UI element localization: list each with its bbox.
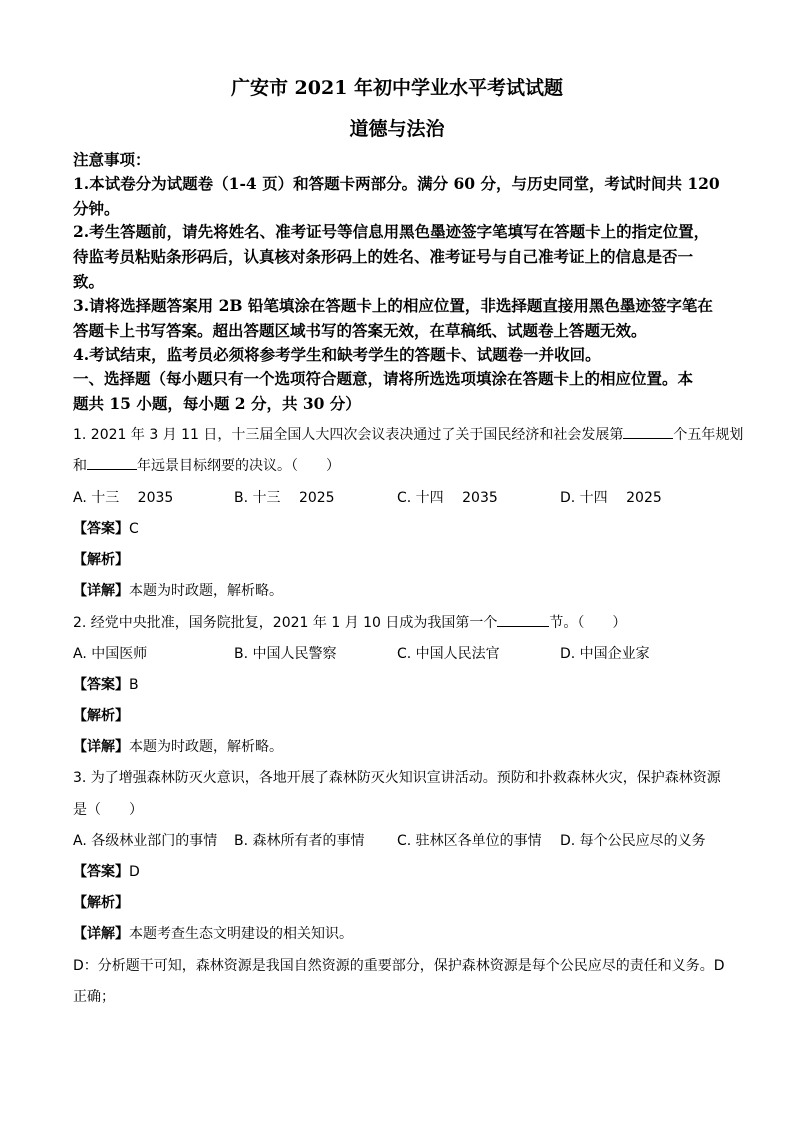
question-3-option-b: B. 森林所有者的事情 — [234, 833, 365, 849]
notice-line: 待监考员粘贴条形码后，认真核对条形码上的姓名、准考证号与自己准考证上的信息是否一 — [73, 247, 694, 266]
answer-blank — [87, 457, 137, 470]
question-3-stem: 是（ ） — [73, 802, 143, 818]
notice-line: 4.考试结束，监考员必须将参考学生和缺考学生的答题卡、试题卷一并收回。 — [73, 345, 601, 364]
notice-line: 答题卡上书写答案。超出答题区域书写的答案无效，在草稿纸、试题卷上答题无效。 — [73, 321, 647, 340]
question-2-option-c: C. 中国人民法官 — [397, 646, 500, 662]
question-3-option-a: A. 各级林业部门的事情 — [73, 833, 218, 849]
question-2-answer: 【答案】B — [73, 677, 139, 693]
question-2-option-b: B. 中国人民警察 — [234, 646, 337, 662]
question-1-analysis: 【解析】 — [73, 552, 129, 568]
section-heading: 一、选择题（每小题只有一个选项符合题意，请将所选选项填涂在答题卡上的相应位置。本 — [73, 369, 694, 388]
question-3-answer: 【答案】D — [73, 864, 140, 880]
notice-line: 2.考生答题前，请先将姓名、准考证号等信息用黑色墨迹签字笔填写在答题卡上的指定位置， — [73, 222, 710, 241]
question-2-option-d: D. 中国企业家 — [560, 646, 650, 662]
section-heading: 题共 15 小题，每小题 2 分，共 30 分） — [73, 394, 361, 413]
question-2-detail: 【详解】本题为时政题，解析略。 — [73, 739, 283, 755]
question-1-answer: 【答案】C — [73, 521, 139, 537]
question-2-option-a: A. 中国医师 — [73, 646, 148, 662]
answer-blank — [497, 614, 549, 627]
question-3-option-d: D. 每个公民应尽的义务 — [560, 833, 706, 849]
question-2-stem: 2. 经党中央批准，国务院批复，2021 年 1 月 10 日成为我国第一个 节。（ ） — [73, 615, 627, 631]
question-3-detail: 【详解】本题考查生态文明建设的相关知识。 — [73, 926, 353, 942]
question-2-analysis: 【解析】 — [73, 708, 129, 724]
question-3-explanation: D：分析题干可知，森林资源是我国自然资源的重要部分，保护森林资源是每个公民应尽的责任和义务。D — [73, 958, 725, 974]
notice-line: 1.本试卷分为试题卷（1-4 页）和答题卡两部分。满分 60 分，与历史同堂，考试时间共 120 — [73, 174, 720, 193]
page-title: 广安市 2021 年初中学业水平考试试题 — [230, 77, 564, 99]
question-3-explanation: 正确； — [73, 989, 115, 1005]
notice-line: 3.请将选择题答案用 2B 铅笔填涂在答题卡上的相应位置，非选择题直接用黑色墨迹签字笔在 — [73, 296, 713, 315]
question-1-stem: 和 年远景目标纲要的决议。（ ） — [73, 458, 340, 474]
question-1-option-d: D. 十四 2025 — [560, 490, 662, 506]
question-1-detail: 【详解】本题为时政题，解析略。 — [73, 583, 283, 599]
question-1-stem: 1. 2021 年 3 月 11 日，十三届全国人大四次会议表决通过了关于国民经济和社会发展第 个五年规划 — [73, 427, 744, 443]
question-1-option-c: C. 十四 2035 — [397, 490, 498, 506]
notice-heading: 注意事项： — [73, 150, 151, 169]
question-3-option-c: C. 驻林区各单位的事情 — [397, 833, 542, 849]
page-subtitle: 道德与法治 — [349, 118, 445, 140]
question-3-analysis: 【解析】 — [73, 895, 129, 911]
question-1-option-a: A. 十三 2035 — [73, 490, 174, 506]
answer-blank — [623, 426, 673, 439]
notice-line: 致。 — [73, 272, 105, 291]
question-1-option-b: B. 十三 2025 — [234, 490, 335, 506]
notice-line: 分钟。 — [73, 199, 120, 218]
question-3-stem: 3. 为了增强森林防灭火意识，各地开展了森林防灭火知识宣讲活动。预防和扑救森林火灾，保护森林资源 — [73, 770, 721, 786]
